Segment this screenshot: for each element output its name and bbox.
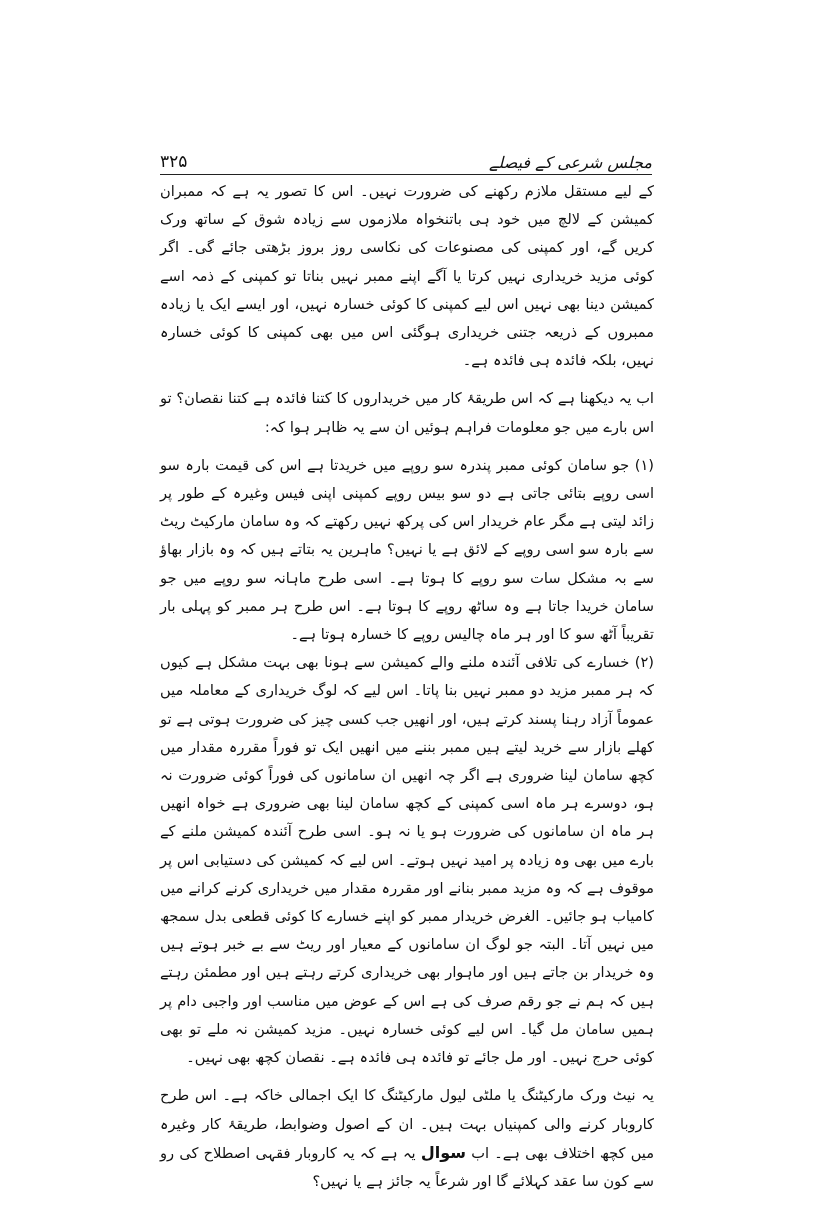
running-title: مجلس شرعی کے فیصلے xyxy=(489,153,652,172)
paragraph-1: کے لیے مستقل ملازم رکھنے کی ضرورت نہیں۔ اس کا تصور یہ ہے کہ ممبران کمیشن کے لالچ میں خود ہی باتنخواہ ملازموں سے زیادہ شوق کے ساتھ ورک کریں گے، اور کمپنی کی مصنوعات کی نکاسی روز بروز بڑھتی جائے گی۔ اگر کوئی مزید خریداری نہیں کرتا یا آگے اپنے ممبر نہیں بناتا تو کمپنی کے ذمہ اسے کمیشن دینا بھی نہیں اس لیے کمپنی کا کوئی خسارہ نہیں، اور ایسے ایک یا زیادہ ممبروں کے ذریعہ جتنی خریداری ہوگئی اس میں بھی کمپنی کا کوئی خسارہ نہیں، بلکہ فائدہ ہی فائدہ ہے۔ xyxy=(160,183,654,370)
question-label: سوال xyxy=(420,1142,466,1162)
body-text xyxy=(160,178,654,1206)
paragraph-2: اب یہ دیکھنا ہے کہ اس طریقۂ کار میں خریداروں کا کتنا فائدہ ہے کتنا نقصان؟ تو اس بارے میں جو معلومات فراہم ہوئیں ان سے یہ ظاہر ہوا کہ: xyxy=(160,390,654,436)
running-header xyxy=(160,148,652,175)
paragraph-4: (۲) خسارے کی تلافی آئندہ ملنے والے کمیشن سے ہونا بھی بہت مشکل ہے کیوں کہ ہر ممبر مزید دو ممبر نہیں بنا پاتا۔ اس لیے کہ لوگ خریداری کے معاملہ میں عموماً آزاد رہنا پسند کرتے ہیں، اور انھیں جب کسی چیز کی ضرورت ہوتی ہے تو کھلے بازار سے خرید لیتے ہیں ممبر بننے میں انھیں ایک تو فوراً مقررہ مقدار میں کچھ سامان لینا ضروری ہے اگر چہ انھیں ان سامانوں کی فوراً کوئی ضرورت نہ ہو، دوسرے ہر ماہ اسی کمپنی کے کچھ سامان لینا بھی ضروری ہے خواہ انھیں ہر ماہ ان سامانوں کی ضرورت ہو یا نہ ہو۔ اسی طرح آئندہ کمیشن ملنے کے بارے میں بھی وہ زیادہ پر امید نہیں ہوتے۔ اس لیے کہ کمیشن کی دستیابی اس پر موقوف ہے کہ وہ مزید ممبر بنانے اور مقررہ مقدار میں خریداری کرنے کرانے میں کامیاب ہو جائیں۔ الغرض خریدار ممبر کو اپنے خسارے کا کوئی قطعی بدل سمجھ میں نہیں آتا۔ البتہ جو لوگ ان سامانوں کے معیار اور ریٹ سے بے خبر ہوتے ہیں وہ خریدار بن جاتے ہیں اور ماہوار بھی خریداری کرتے رہتے ہیں اور مطمئن رہتے ہیں کہ ہم نے جو رقم صرف کی ہے اس کے عوض میں مناسب اور واجبی دام پر ہمیں سامان مل گیا۔ اس لیے کوئی خسارہ نہیں۔ مزید کمیشن نہ ملے تو بھی کوئی حرج نہیں۔ اور مل جائے تو فائدہ ہی فائدہ ہے۔ نقصان کچھ بھی نہیں۔ xyxy=(160,654,654,1067)
paragraph-5 xyxy=(160,1082,654,1196)
paragraph-5-before: یہ نیٹ ورک مارکیٹنگ یا ملٹی لیول مارکیٹنگ کا ایک اجمالی خاکہ ہے۔ اس طرح کاروبار کرنے والی کمپنیاں بہت ہیں۔ ان کے اصول وضوابط، طریقۂ کار وغیرہ میں کچھ اختلاف بھی ہے۔ اب xyxy=(160,1087,655,1162)
page-number: ۳۲۵ xyxy=(160,152,188,172)
paragraph-3: (۱) جو سامان کوئی ممبر پندرہ سو روپے میں خریدتا ہے اس کی قیمت بارہ سو اسی روپے بتائی جاتی ہے دو سو بیس روپے کمپنی اپنی فیس وغیرہ کے طور پر زائد لیتی ہے مگر عام خریدار اس کی پرکھ نہیں رکھتے کہ وہ سامان مارکیٹ ریٹ سے بارہ سو اسی روپے کے لائق ہے یا نہیں؟ ماہرین یہ بتاتے ہیں کہ وہ بازار بھاؤ سے بہ مشکل سات سو روپے کا ہوتا ہے۔ اسی طرح ماہانہ سو روپے میں جو سامان خریدا جاتا ہے وہ ساٹھ روپے کا ہوتا ہے۔ اس طرح ہر ممبر کو پہلی بار تقریباً آٹھ سو کا اور ہر ماہ چالیس روپے کا خسارہ ہوتا ہے۔ xyxy=(160,456,654,644)
paragraph-5-after: یہ ہے کہ یہ کاروبار فقہی اصطلاح کی رو سے کون سا عقد کہلائے گا اور شرعاً یہ جائز ہے یا نہیں؟ xyxy=(160,1144,654,1190)
